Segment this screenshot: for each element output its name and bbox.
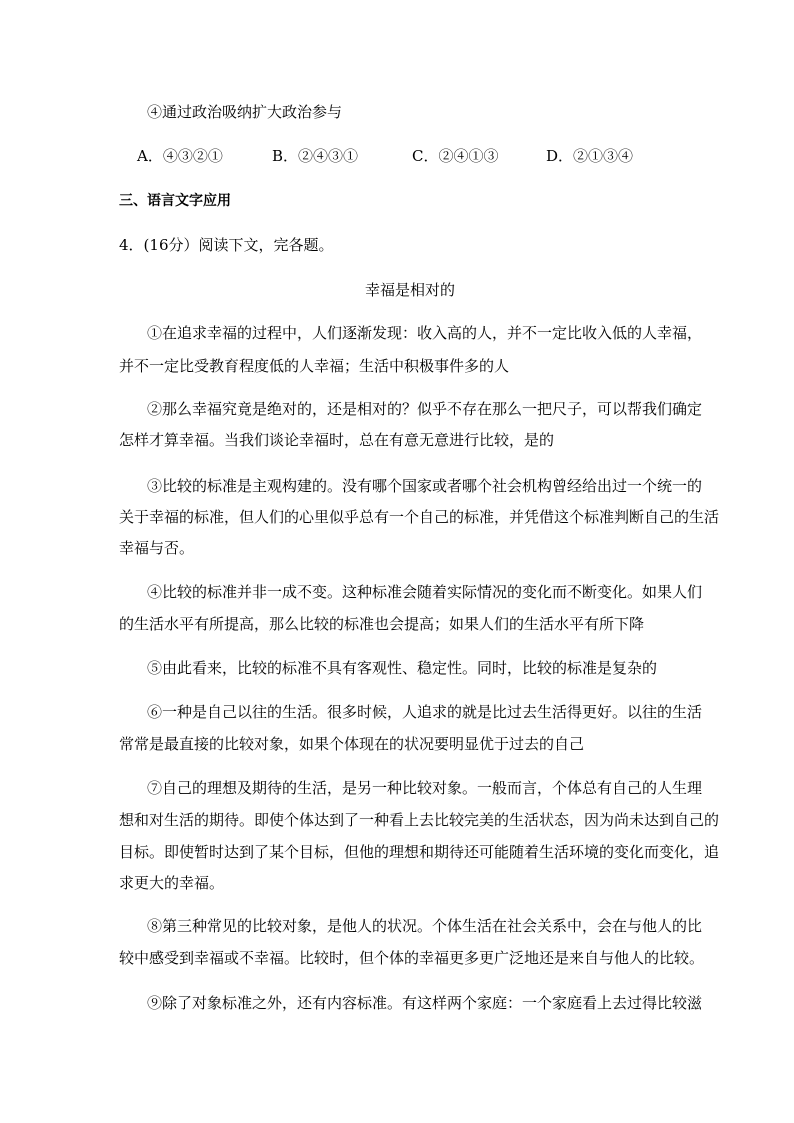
choice-d: D．②①③④ [546,147,634,165]
paragraph-line: ⑨除了对象标准之外，还有内容标准。有这样两个家庭：一个家庭看上去过得比较滋 [147,994,703,1012]
paragraph-line: 较中感受到幸福或不幸福。比较时，但个体的幸福更多更广泛地还是来自与他人的比较。 [119,949,705,967]
paragraph-line: 想和对生活的期待。即使个体达到了一种看上去比较完美的生活状态，因为尚未达到自己的 [119,811,720,829]
choice-a: A．④③②① [137,147,223,165]
paragraph-line: 的生活水平有所提高，那么比较的标准也会提高；如果人们的生活水平有所下降 [119,615,645,633]
paragraph-line: ⑤由此看来，比较的标准不具有客观性、稳定性。同时，比较的标准是复杂的 [147,659,658,677]
section-heading: 三、语言文字应用 [119,193,231,209]
paragraph-line: 怎样才算幸福。当我们谈论幸福时，总在有意无意进行比较，是的 [119,431,555,449]
paragraph-line: ④比较的标准并非一成不变。这种标准会随着实际情况的变化而不断变化。如果人们 [147,583,703,601]
paragraph-line: ⑥一种是自己以往的生活。很多时候，人追求的就是比过去生活得更好。以往的生活 [147,703,703,721]
article-title: 幸福是相对的 [365,281,456,299]
paragraph-line: 幸福与否。 [119,539,195,557]
question-stem: 4．(16分）阅读下文，完各题。 [119,236,334,254]
paragraph-line: 常常是最直接的比较对象，如果个体现在的状况要明显优于过去的自己 [119,735,585,753]
paragraph-line: 求更大的幸福。 [119,874,225,892]
paragraph-line: 关于幸福的标准，但人们的心里似乎总有一个自己的标准，并凭借这个标准判断自己的生活 [119,508,720,526]
paragraph-line: ①在追求幸福的过程中，人们逐渐发现：收入高的人，并不一定比收入低的人幸福， [147,324,703,342]
paragraph-line: ⑧第三种常见的比较对象，是他人的状况。个体生活在社会关系中，会在与他人的比 [147,917,703,935]
option-4-text: ④通过政治吸纳扩大政治参与 [147,103,343,121]
paragraph-line: ③比较的标准是主观构建的。没有哪个国家或者哪个社会机构曾经给出过一个统一的 [147,477,703,495]
paragraph-line: ⑦自己的理想及期待的生活，是另一种比较对象。一般而言，个体总有自己的人生理 [147,779,703,797]
paragraph-line: 并不一定比受教育程度低的人幸福；生活中积极事件多的人 [119,357,510,375]
choice-b: B．②④③① [272,147,359,165]
choice-c: C．②④①③ [412,147,499,165]
paragraph-line: 目标。即使暂时达到了某个目标，但他的理想和期待还可能随着生活环境的变化而变化，追 [119,843,720,861]
paragraph-line: ②那么幸福究竟是绝对的，还是相对的？似乎不存在那么一把尺子，可以帮我们确定 [147,400,703,418]
